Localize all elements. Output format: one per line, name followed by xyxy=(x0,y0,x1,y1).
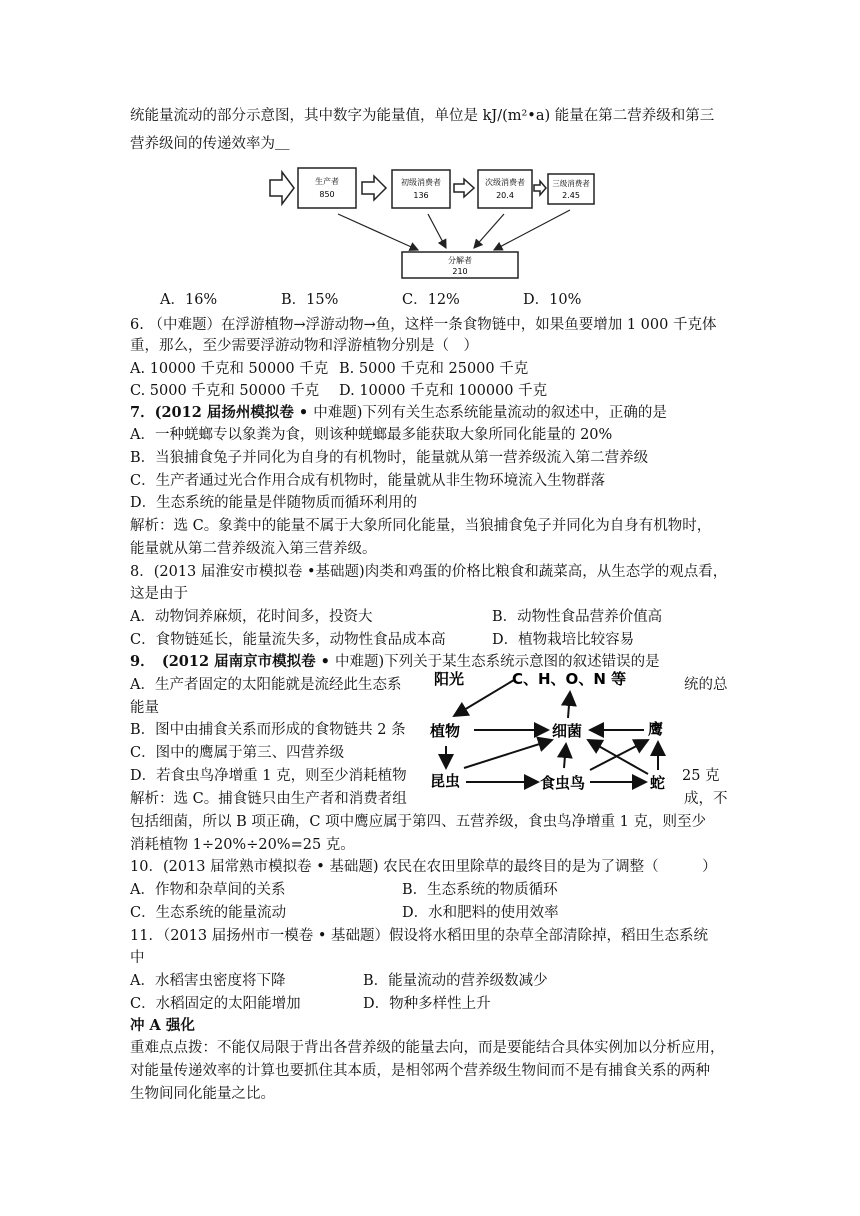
q11-option-c: C．水稻固定的太阳能增加 xyxy=(130,996,301,1012)
q7-option-d: D．生态系统的能量是伴随物质而循环利用的 xyxy=(130,495,418,511)
arrow-producer-decomposer xyxy=(338,214,418,250)
node-insect: 昆虫 xyxy=(430,772,461,790)
node-plant: 植物 xyxy=(430,722,461,740)
ecosystem-diagram xyxy=(420,664,682,800)
q9-option-d-end: 25 克 xyxy=(682,768,720,784)
q10-option-c: C．生态系统的能量流动 xyxy=(130,905,287,921)
q6-option-c: C. 5000 千克和 50000 千克 xyxy=(130,383,320,399)
block-arrow-3 xyxy=(454,179,474,197)
q8-option-d: D．植物栽培比较容易 xyxy=(492,632,635,648)
section-paragraph-3: 生物间同化能量之比。 xyxy=(130,1086,275,1102)
section-paragraph-2: 对能量传递效率的计算也要抓住其本质，是相邻两个营养级生物间而不是有捕食关系的两种 xyxy=(130,1063,710,1079)
q8-option-a: A．动物饲养麻烦，花时间多，投资大 xyxy=(130,609,373,625)
q8-line-1: 8．(2013 届淮安市模拟卷 •基础题)肉类和鸡蛋的价格比粮食和蔬菜高，从生态学的观点看， xyxy=(130,564,728,580)
q7-analysis-1: 解析：选 C。象粪中的能量不属于大象所同化能量，当狼捕食兔子并同化为自身有机物时， xyxy=(130,518,712,534)
q11-option-b: B．能量流动的营养级数减少 xyxy=(363,973,548,989)
arrow-bird-eagle xyxy=(590,740,648,770)
producer-box xyxy=(298,168,356,208)
q9-analysis-1: 解析：选 C。捕食链只由生产者和消费者组 xyxy=(130,791,407,807)
arrow-primary-decomposer xyxy=(428,214,446,248)
q7-option-b: B．当狼捕食兔子并同化为自身的有机物时，能量就从第一营养级流入第二营养级 xyxy=(130,450,649,466)
q5-option-a: A．16% xyxy=(160,292,218,308)
producer-label: 生产者 xyxy=(315,177,339,186)
intro-line-1: 统能量流动的部分示意图，其中数字为能量值，单位是 kJ/(m²•a) 能量在第二营养级和第三 xyxy=(130,108,715,124)
primary-consumer-box xyxy=(392,170,450,208)
input-block-arrow xyxy=(270,172,294,204)
q10-option-b: B．生态系统的物质循环 xyxy=(402,882,558,898)
q8-option-b: B．动物性食品营养价值高 xyxy=(492,609,663,625)
q6-option-b: B. 5000 千克和 25000 千克 xyxy=(339,361,529,377)
q9-analysis-1-end: 成，不 xyxy=(684,791,728,807)
q8-option-c: C．食物链延长，能量流失多，动物性食品成本高 xyxy=(130,632,446,648)
node-snake: 蛇 xyxy=(650,774,666,792)
q10-option-d: D．水和肥料的使用效率 xyxy=(402,905,559,921)
node-bird: 食虫鸟 xyxy=(540,774,586,792)
tertiary-consumer-label: 三级消费者 xyxy=(552,179,590,188)
q6-option-d: D. 10000 千克和 100000 千克 xyxy=(339,383,548,399)
primary-consumer-value: 136 xyxy=(413,191,429,200)
q10-option-a: A．作物和杂草间的关系 xyxy=(130,882,286,898)
q6-line-2: 重，那么，至少需要浮游动物和浮游植物分别是（ ） xyxy=(130,338,478,354)
q11-line-2: 中 xyxy=(130,950,145,966)
tertiary-consumer-value: 2.45 xyxy=(562,191,580,200)
q10-stem: 10．(2013 届常熟市模拟卷 • 基础题) 农民在农田里除草的最终目的是为了调整（ ） xyxy=(130,859,717,875)
q9-stem-text: 中难题)下列关于某生态系统示意图的叙述错误的是 xyxy=(334,654,660,670)
q9-option-d: D．若食虫鸟净增重 1 克，则至少消耗植物 xyxy=(130,768,407,784)
arrow-secondary-decomposer xyxy=(474,214,504,248)
arrow-bacteria-elements xyxy=(568,692,570,718)
q7-option-c: C．生产者通过光合作用合成有机物时，能量就从非生物环境流入生物群落 xyxy=(130,473,606,489)
energy-flow-diagram xyxy=(268,164,620,282)
secondary-consumer-value: 20.4 xyxy=(496,191,514,200)
decomposer-label: 分解者 xyxy=(448,256,472,265)
arrow-tertiary-decomposer xyxy=(494,210,570,250)
primary-consumer-label: 初级消费者 xyxy=(401,178,441,187)
decomposer-value: 210 xyxy=(452,267,468,276)
q9-option-a-2: 能量 xyxy=(130,700,159,716)
q9-option-a-1-end: 统的总 xyxy=(684,677,728,693)
intro-line-2: 营养级间的传递效率为＿ xyxy=(130,136,290,152)
q9-option-c: C．图中的鹰属于第三、四营养级 xyxy=(130,745,345,761)
q7-option-a: A．一种蜣螂专以象粪为食，则该种蜣螂最多能获取大象所同化能量的 20% xyxy=(130,427,613,443)
secondary-consumer-box xyxy=(478,170,532,208)
block-arrow-4 xyxy=(534,181,546,195)
arrow-insect-bacteria xyxy=(464,740,552,768)
node-elements: C、H、O、N 等 xyxy=(512,670,627,688)
q5-option-d: D．10% xyxy=(523,292,582,308)
arrow-bird-bacteria xyxy=(564,744,566,768)
q11-option-a: A．水稻害虫密度将下降 xyxy=(130,973,286,989)
section-title: 冲 A 强化 xyxy=(130,1017,195,1034)
q11-line-1: 11．（2013 届扬州市一模卷 • 基础题）假设将水稻田里的杂草全部清除掉，稻田生态系统 xyxy=(130,928,708,944)
q11-option-d: D．物种多样性上升 xyxy=(363,996,491,1012)
q5-option-c: C．12% xyxy=(402,292,460,308)
q9-option-a-1: A．生产者固定的太阳能就是流经此生态系 xyxy=(130,677,402,693)
q7-stem xyxy=(130,403,667,423)
block-arrow-2 xyxy=(362,176,386,200)
q7-stem-source: 7．(2012 届扬州模拟卷 • xyxy=(130,404,314,421)
secondary-consumer-label: 次级消费者 xyxy=(485,178,525,187)
node-eagle: 鹰 xyxy=(648,720,664,738)
q7-analysis-2: 能量就从第二营养级流入第三营养级。 xyxy=(130,541,377,557)
section-paragraph-1: 重难点点拨：不能仅局限于背出各营养级的能量去向，而是要能结合具体实例加以分析应用， xyxy=(130,1040,725,1056)
q7-stem-text: 中难题)下列有关生态系统能量流动的叙述中，正确的是 xyxy=(313,405,667,421)
q9-stem-source: 9． (2012 届南京市模拟卷 • xyxy=(130,653,335,670)
q5-option-b: B．15% xyxy=(281,292,339,308)
node-sun: 阳光 xyxy=(434,670,465,688)
q6-option-a: A. 10000 千克和 50000 千克 xyxy=(130,361,329,377)
q9-analysis-3: 消耗植物 1÷20%÷20%=25 克。 xyxy=(130,837,355,853)
q6-line-1: 6. （中难题）在浮游植物→浮游动物→鱼，这样一条食物链中，如果鱼要增加 1 000 千克体 xyxy=(130,317,717,333)
q9-analysis-2: 包括细菌，所以 B 项正确，C 项中鹰应属于第四、五营养级，食虫鸟净增重 1 克，则至少 xyxy=(130,814,707,830)
node-bacteria: 细菌 xyxy=(552,722,583,740)
q8-line-2: 这是由于 xyxy=(130,586,188,602)
q9-option-b: B．图中由捕食关系而形成的食物链共 2 条 xyxy=(130,722,406,738)
producer-value: 850 xyxy=(319,190,335,199)
